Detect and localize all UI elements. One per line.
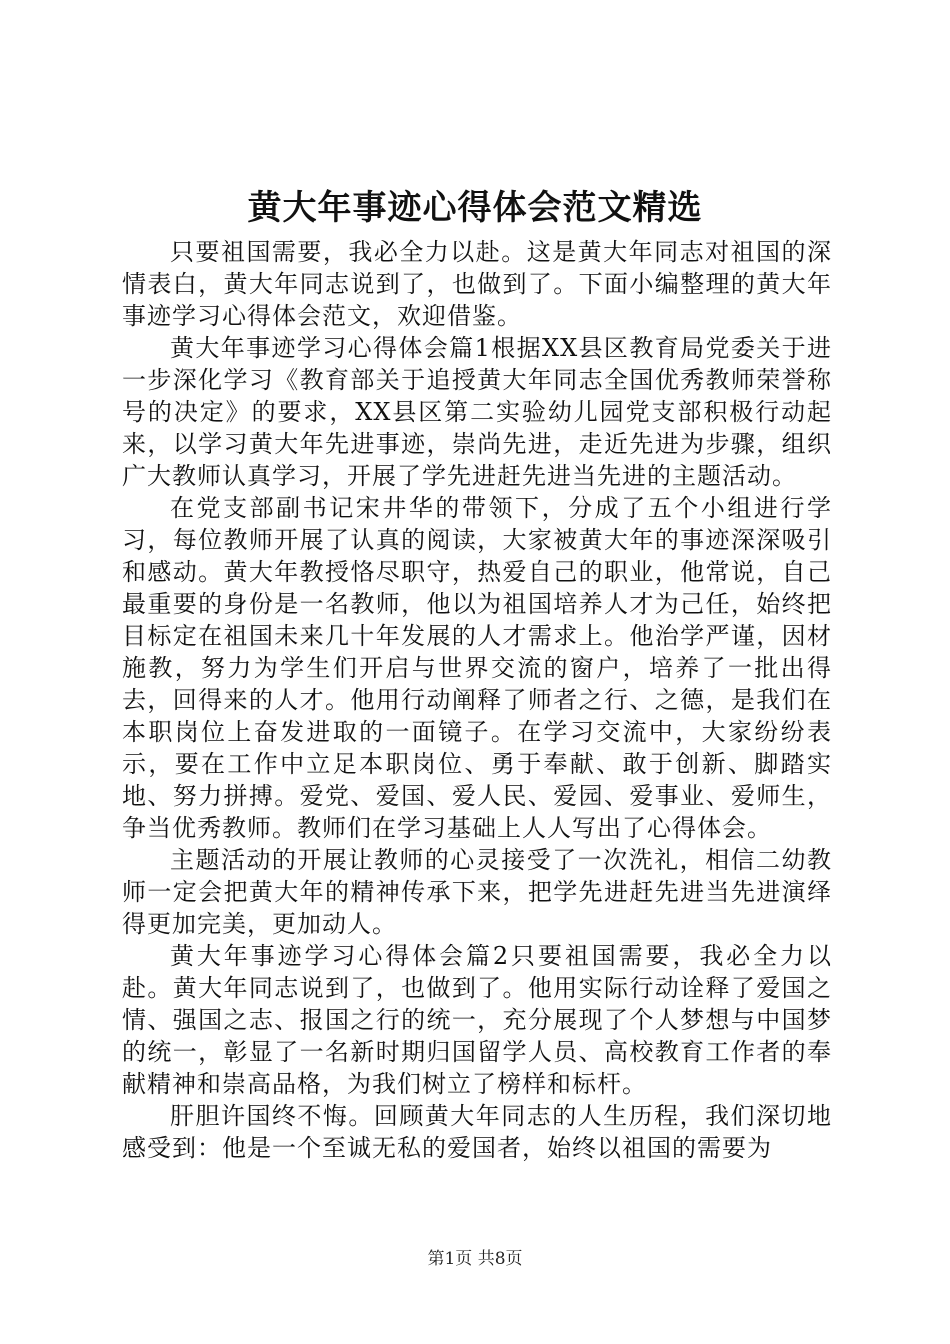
paragraph-essay-1: 黄大年事迹学习心得体会篇1根据XX县区教育局党委关于进一步深化学习《教育部关于追授黄大年同志全国优秀教师荣誉称号的决定》的要求，XX县区第二实验幼儿园党支部积极行动起来，以学习黄大年先进事迹，崇尚先进，走近先进为步骤，组织广大教师认真学习，开展了学先进赶先进当先进的主题活动。: [122, 334, 832, 490]
document-title: 黄大年事迹心得体会范文精选: [247, 188, 703, 228]
page-number-footer: 第1页 共8页: [427, 1249, 523, 1269]
paragraph-study-groups: 在党支部副书记宋井华的带领下，分成了五个小组进行学习，每位教师开展了认真的阅读，大家被黄大年的事迹深深吸引和感动。黄大年教授恪尽职守，热爱自己的职业，他常说，自己最重要的身份是一名教师，他以为祖国培养人才为己任，始终把目标定在祖国未来几十年发展的人才需求上。他治学严谨，因材施教，努力为学生们开启与世界交流的窗户，培养了一批出得去，回得来的人才。他用行动阐释了师者之行、之德，是我们在本职岗位上奋发进取的一面镜子。在学习交流中，大家纷纷表示，要在工作中立足本职岗位、勇于奉献、敢于创新、脚踏实地、努力拼搏。爱党、爱国、爱人民、爱园、爱事业、爱师生，争当优秀教师。教师们在学习基础上人人写出了心得体会。: [122, 494, 832, 842]
paragraph-essay-2: 黄大年事迹学习心得体会篇2只要祖国需要，我必全力以赴。黄大年同志说到了，也做到了。他用实际行动诠释了爱国之情、强国之志、报国之行的统一，充分展现了个人梦想与中国梦的统一，彰显了一名新时期归国留学人员、高校教育工作者的奉献精神和崇高品格，为我们树立了榜样和标杆。: [122, 942, 832, 1098]
document-body: [122, 236, 832, 1164]
paragraph-patriot: 肝胆许国终不悔。回顾黄大年同志的人生历程，我们深切地感受到：他是一个至诚无私的爱国者，始终以祖国的需要为: [122, 1102, 832, 1162]
paragraph-intro: 只要祖国需要，我必全力以赴。这是黄大年同志对祖国的深情表白，黄大年同志说到了，也做到了。下面小编整理的黄大年事迹学习心得体会范文，欢迎借鉴。: [122, 238, 832, 330]
paragraph-theme-activity: 主题活动的开展让教师的心灵接受了一次洗礼，相信二幼教师一定会把黄大年的精神传承下来，把学先进赶先进当先进演绎得更加完美，更加动人。: [122, 846, 832, 938]
